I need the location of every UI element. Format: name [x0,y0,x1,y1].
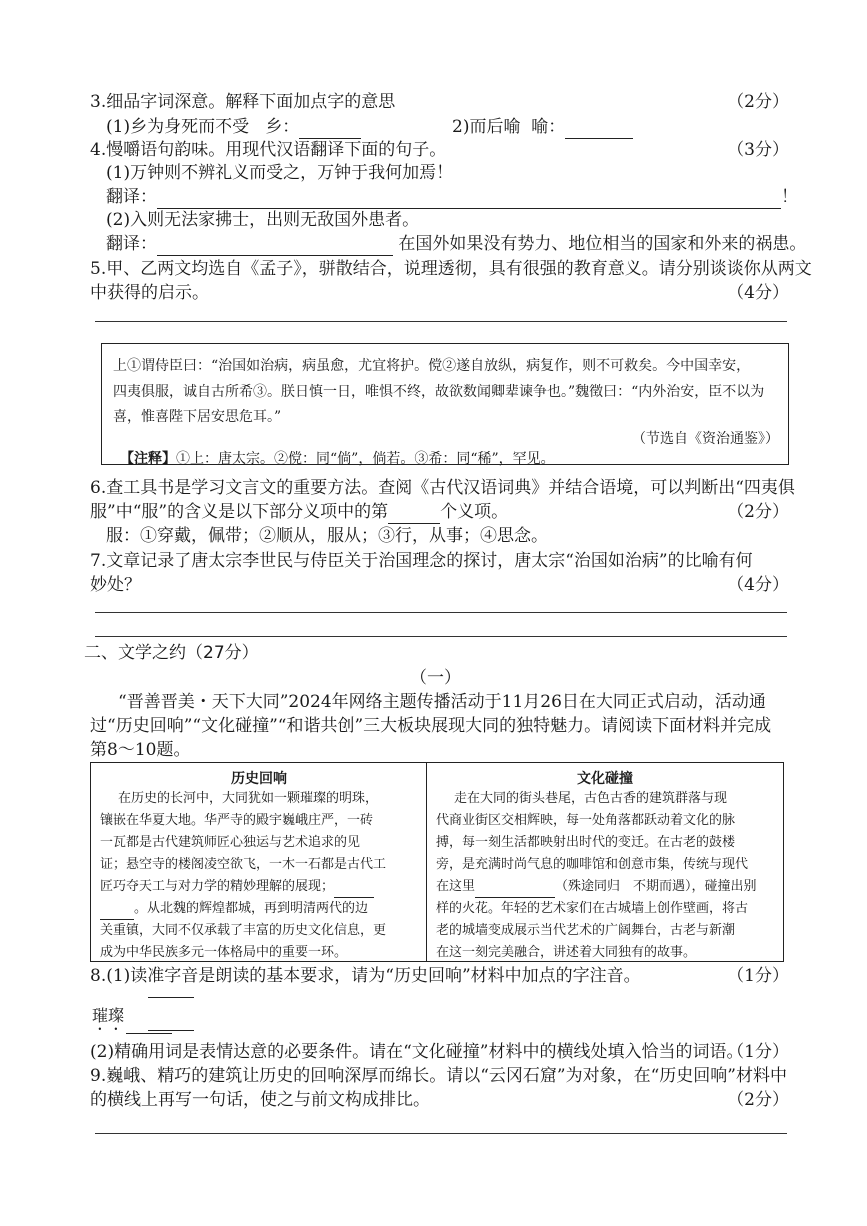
left-line: 。从北魏的辉煌都城，再到明清两代的边 [134,901,369,916]
q4-translate1-end: ！ [781,187,798,207]
q5-answer-line[interactable] [95,321,787,322]
section2-intro3: 第8～10题。 [90,740,191,760]
q3-item1-blank[interactable] [299,120,361,139]
q6-line1: 6.查工具书是学习文言文的重要方法。查阅《古代汉语词典》并结合语境，可以判断出“四夷俱 [90,478,795,498]
table-right-body [436,788,776,964]
right-line: （殊途同归 不期而遇），碰撞出别 [555,879,757,894]
right-line: 旁，是充满时尚气息的咖啡馆和创意市集，传统与现代 [436,857,749,872]
pinyin-line-1[interactable] [148,997,194,998]
q8-part1-score: （1分） [727,966,789,986]
q9-answer-line[interactable] [95,1133,787,1134]
q7-answer-line-1[interactable] [95,612,787,613]
passage-line1: 上①谓侍臣曰：“治国如治病，病虽愈，尤宜将护。傥②遂自放纵，病复作，则不可救矣。今中国幸安， [113,358,751,374]
q3-title: 3.细品字词深意。解释下面加点字的意思 [90,92,396,112]
right-line: 走在大同的街头巷尾，古色古香的建筑群落与现 [454,791,728,806]
left-line: 在历史的长河中，大同犹如一颗璀璨的明珠， [118,791,379,806]
right-blank[interactable] [475,883,555,898]
q4-translate1-blank[interactable] [157,190,781,209]
right-line: 在这一刻完美融合，讲述着大同独有的故事。 [436,945,697,960]
q8-part1: 8.(1)读准字音是朗读的基本要求，请为“历史回响”材料中加点的字注音。 [90,966,641,986]
passage-line2: 四夷俱服，诚自古所希③。朕日慎一日，唯惧不终，故欲数闻卿辈谏争也。”魏徵曰：“内外治安，臣不以为 [113,384,765,400]
left-line: 镶嵌在华夏大地。华严寺的殿宇巍峨庄严，一砖 [100,813,374,828]
q8-part2-score: （1分） [727,1042,789,1062]
left-line: 一瓦都是古代建筑师匠心独运与艺术追求的见 [100,835,361,850]
left-line: 匠巧夺天工与对力学的精妙理解的展现； [100,879,335,894]
q7-answer-line-2[interactable] [95,636,787,637]
q4-title: 4.慢嚼语句韵味。用现代汉语翻译下面的句子。 [90,140,447,160]
passage-note-label: 【注释】 [120,451,176,467]
left-line: 证；悬空寺的楼阁凌空欲飞，一木一石都是古代工 [100,857,387,872]
right-line: 搏，每一刻生活都映射出时代的变迁。在古老的鼓楼 [436,835,736,850]
q3-item2-text: 2)而后喻 [452,117,521,137]
q4-score: （3分） [727,140,789,160]
q9-line2: 的横线上再写一句话，使之与前文构成排比。 [90,1090,430,1110]
right-line: 样的火花。年轻的艺术家们在古城墙上创作壁画，将古 [436,901,749,916]
left-blank-1[interactable] [334,883,374,898]
q7-line1: 7.文章记录了唐太宗李世民与侍臣关于治国理念的探讨，唐太宗“治国如治病”的比喻有何 [90,551,753,571]
left-line-with-blank [100,898,420,920]
q3-item2-blank[interactable] [565,120,633,139]
q4-translate2 [106,232,806,256]
q5-score: （4分） [727,283,789,303]
q4-translate1 [106,185,798,209]
q3-item1-char: 乡： [265,117,300,137]
right-line: 代商业街区交相辉映，每一处角落都跃动着文化的脉 [436,813,736,828]
q4-translate2-tail: 在国外如果没有势力、地位相当的国家和外来的祸患。 [398,234,807,254]
q4-translate2-blank[interactable] [157,237,393,256]
q4-sentence1: (1)万钟则不辨礼义而受之，万钟于我何加焉！ [106,163,454,183]
table-left-head: 历史回响 [231,771,287,787]
q8-word [92,1004,172,1034]
table-right-head: 文化碰撞 [577,771,633,787]
section2-intro1: “晋善晋美・天下大同”2024年网络主题传播活动于11月26日在大同正式启动，活动通 [118,692,766,712]
q3-item2 [452,115,633,139]
passage-notes [120,445,555,473]
left-line: 关重镇，大同不仅承载了丰富的历史文化信息，更 [100,923,387,938]
left-blank-2[interactable] [100,905,134,920]
q9-score: （2分） [727,1090,789,1110]
q4-sentence2: (2)入则无法家拂士，出则无敌国外患者。 [106,210,420,230]
right-line-with-blank [436,876,776,898]
q3-item1 [106,115,361,139]
q6-score: （2分） [727,502,789,522]
passage-line3: 喜，惟喜陛下居安思危耳。” [113,409,282,425]
section2-intro2: 过“历史回响”“文化碰撞”“和谐共创”三大板块展现大同的独特魅力。请阅读下面材料并完成 [90,716,772,736]
q8-part2: (2)精确用词是表情达意的必要条件。请在“文化碰撞”材料中的横线处填入恰当的词语。 [90,1042,744,1062]
q4-translate2-label: 翻译： [106,234,157,254]
q6-line2b: 个义项。 [440,502,509,522]
q6-line2a: 服”中“服”的含义是以下部分义项中的第 [90,502,389,522]
table-divider [426,762,427,962]
q3-score: （2分） [727,92,789,112]
right-line: 在这里 [436,879,476,894]
right-line: 老的城墙变成展示当代艺术的广阔舞台，古老与新潮 [436,923,736,938]
q6-line3: 服：①穿戴，佩带；②顺从，服从；③行，从事；④思念。 [106,526,548,546]
q9-line1: 9.巍峨、精巧的建筑让历史的回响深厚而绵长。请以“云冈石窟”为对象，在“历史回响”材料中 [90,1066,787,1086]
section2-title: 二、文学之约（27分） [84,643,259,663]
q7-line2: 妙处？ [90,575,141,595]
q5-line2: 中获得的启示。 [90,283,209,303]
left-line-with-blank [100,876,420,898]
q7-score: （4分） [727,575,789,595]
table-left-body [100,788,420,964]
left-line: 成为中华民族多元一体格局中的重要一环。 [100,945,348,960]
q8-word-text: 璀璨 [92,1006,125,1025]
q5-line1: 5.甲、乙两文均选自《孟子》，骈散结合，说理透彻，具有很强的教育意义。请分别谈谈你从两文 [90,259,812,279]
passage-note-text: ①上：唐太宗。②傥：同“倘”，倘若。③希：同“稀”，罕见。 [176,451,555,467]
q3-item1-text: (1)乡为身死而不受 [106,117,250,137]
q6-line2 [90,500,508,524]
q3-item2-char: 喻： [531,117,566,137]
q4-translate1-label: 翻译： [106,187,157,207]
q6-blank[interactable] [388,505,440,524]
passage-source: （节选自《资治通鉴》） [632,431,779,447]
section2-sub: （一） [410,668,461,688]
pinyin-blank-3[interactable] [126,1017,172,1034]
